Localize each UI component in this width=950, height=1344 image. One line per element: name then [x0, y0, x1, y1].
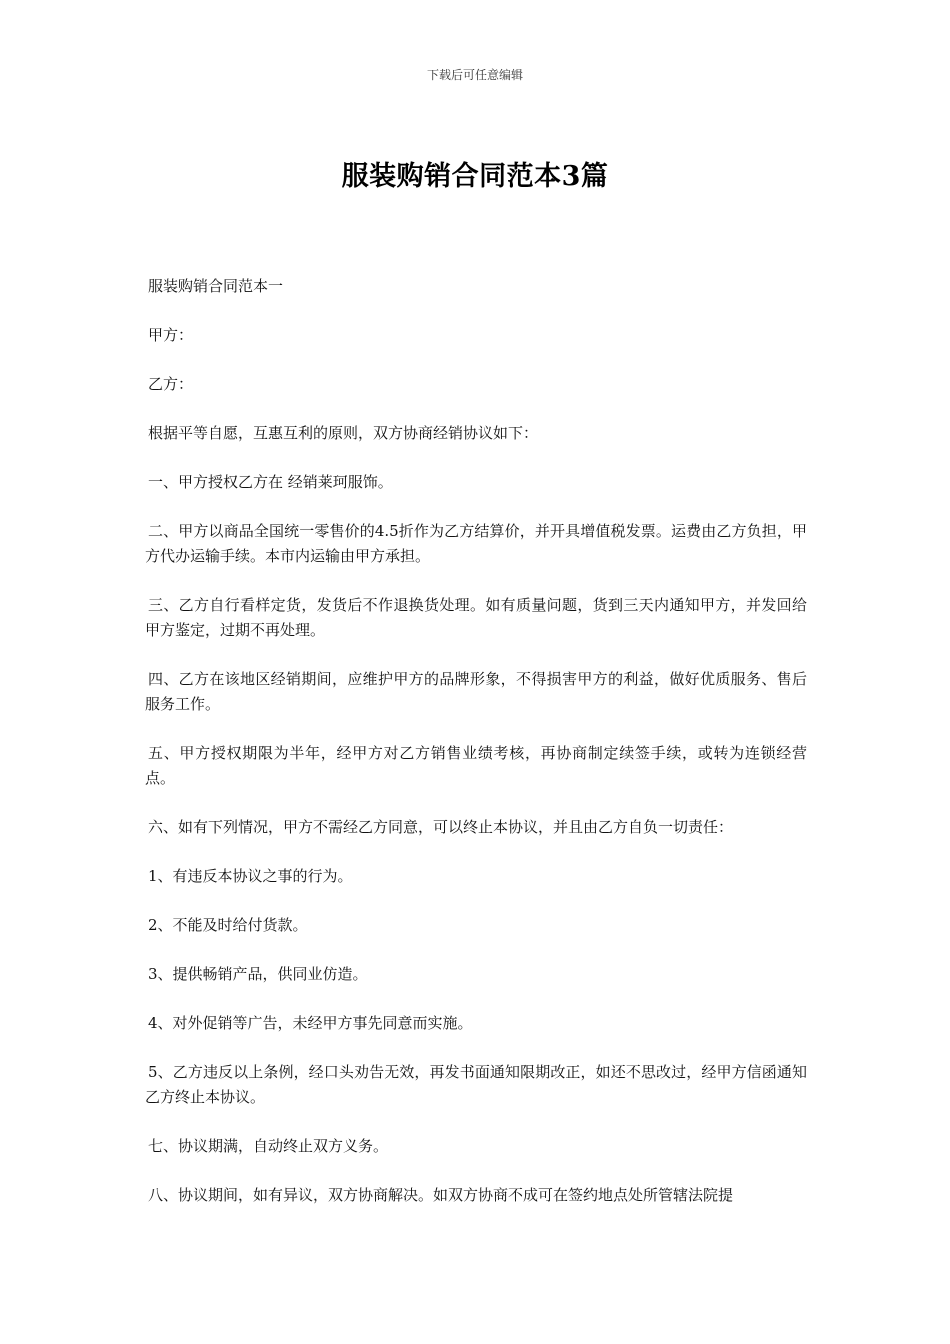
clause-4: 四、乙方在该地区经销期间，应维护甲方的品牌形象，不得损害甲方的利益，做好优质服务、售后服务工作。	[145, 670, 807, 713]
sub-item-3: 3、提供畅销产品，供同业仿造。	[148, 965, 368, 983]
sub-item-1: 1、有违反本协议之事的行为。	[148, 867, 353, 885]
sub-item-5: 5、乙方违反以上条例，经口头劝告无效，再发书面通知限期改正，如还不思改过，经甲方信函通知乙方终止本协议。	[145, 1063, 807, 1106]
clause-2: 二、甲方以商品全国统一零售价的4.5折作为乙方结算价，并开具增值税发票。运费由乙方负担，甲方代办运输手续。本市内运输由甲方承担。	[145, 522, 807, 565]
party-a-line: 甲方：	[148, 326, 194, 344]
clause-6: 六、如有下列情况，甲方不需经乙方同意，可以终止本协议，并且由乙方自负一切责任：	[148, 818, 734, 836]
clause-5: 五、甲方授权期限为半年，经甲方对乙方销售业绩考核，再协商制定续签手续，或转为连锁经营点。	[145, 744, 807, 787]
clause-1: 一、甲方授权乙方在 经销莱珂服饰。	[148, 473, 393, 491]
clause-7: 七、协议期满，自动终止双方义务。	[148, 1137, 389, 1155]
clause-3: 三、乙方自行看样定货，发货后不作退换货处理。如有质量问题，货到三天内通知甲方，并发回给甲方鉴定，过期不再处理。	[145, 596, 807, 639]
document-title: 服装购销合同范本3篇	[341, 161, 609, 192]
clause-8: 八、协议期间，如有异议，双方协商解决。如双方协商不成可在签约地点处所管辖法院提	[148, 1186, 734, 1204]
header-note: 下载后可任意编辑	[426, 68, 523, 82]
sub-item-2: 2、不能及时给付货款。	[148, 916, 308, 934]
preamble: 根据平等自愿，互惠互利的原则，双方协商经销协议如下：	[148, 424, 539, 442]
section-heading: 服装购销合同范本一	[148, 277, 284, 295]
document-body	[145, 274, 807, 1232]
party-b-line: 乙方：	[148, 375, 194, 393]
sub-item-4: 4、对外促销等广告，未经甲方事先同意而实施。	[148, 1014, 473, 1032]
